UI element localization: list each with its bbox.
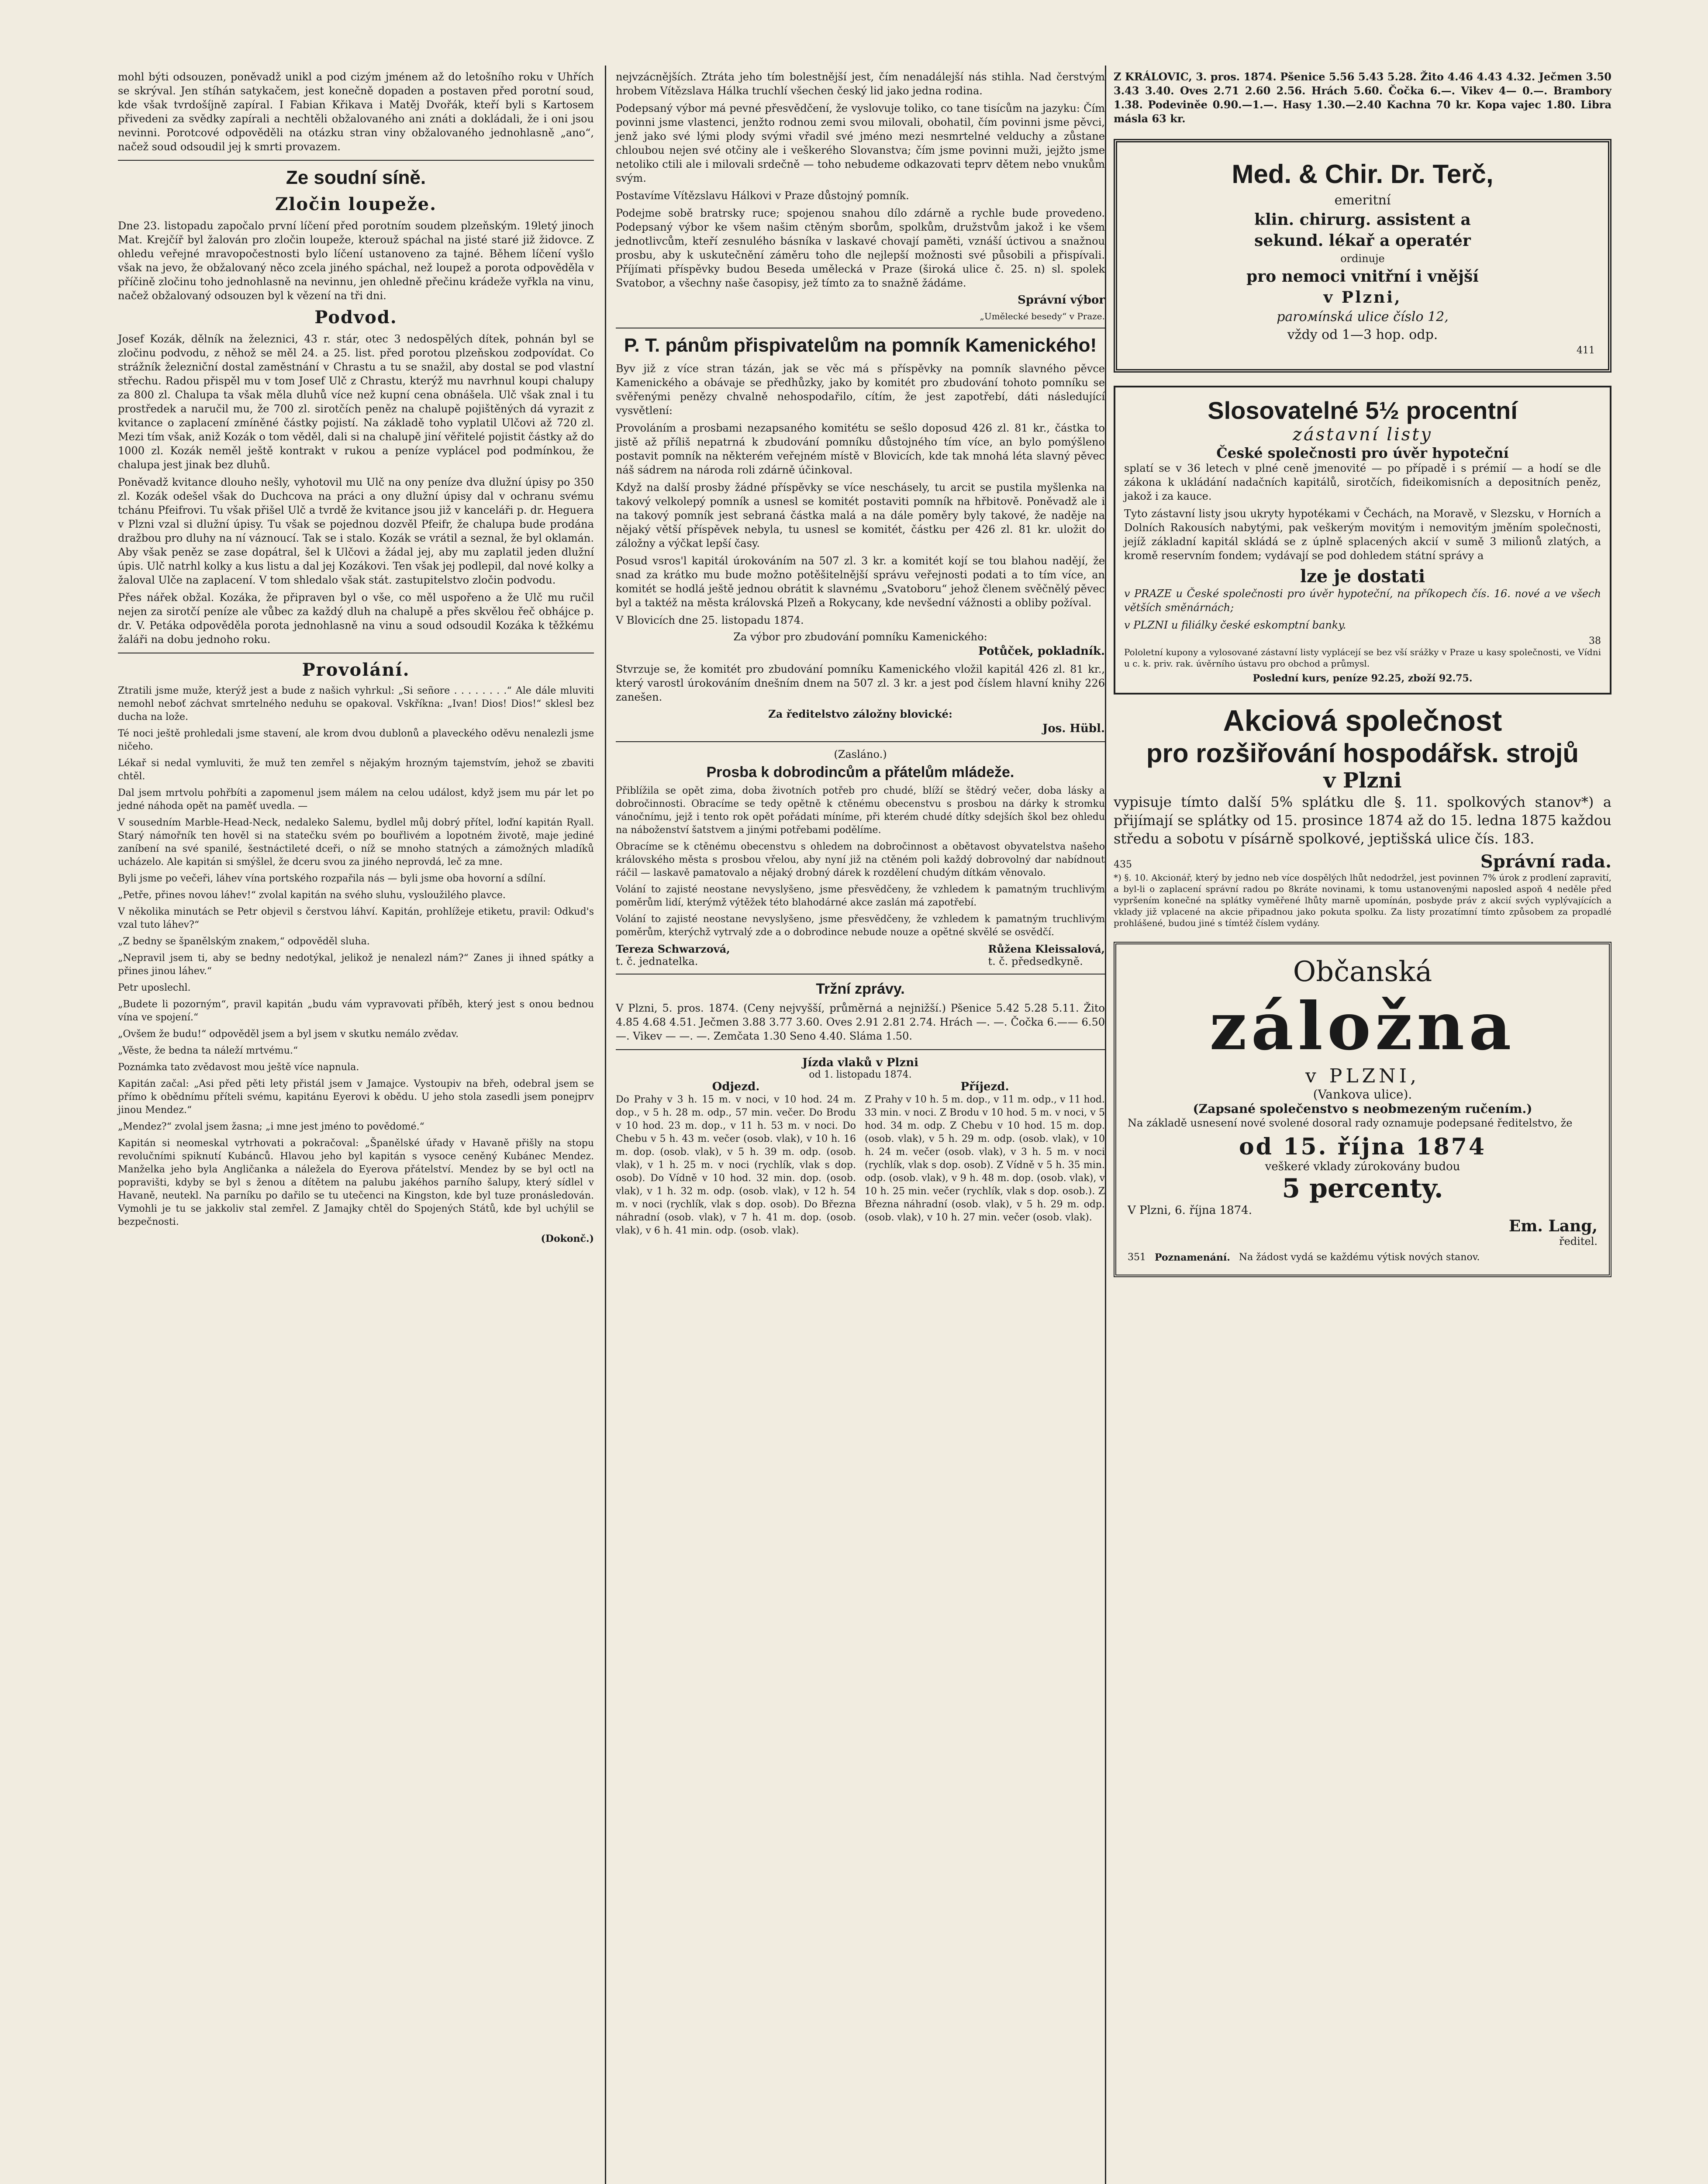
bonds-subheading: zástavní listy xyxy=(1292,425,1433,445)
savings-place: V Plzni, 6. října 1874. xyxy=(1128,1204,1252,1217)
signature-role: t. č. předsedkyně. xyxy=(988,955,1083,968)
bonds-rate: Poslední kurs, peníze 92.25, zboží 92.75. xyxy=(1253,673,1473,684)
savings-location: v PLZNI, xyxy=(1305,1065,1420,1087)
monument-paragraph: Provoláním a prosbami nezapsaného komitétu se sešlo doposud 426 zl. 81 kr., částka to jistě až příliš nepatrná k zbudování pomníku důstojného tím více, an bylo pomýšleno postavit pomník na některém veřejném místě v Blovicích, kde tak mnohá léta slavný pěvec náš sádrem na národa roli zdárně účinkoval. xyxy=(616,422,1105,476)
machines-advert xyxy=(1114,703,1611,929)
savings-note-label: Poznamenání. xyxy=(1155,1252,1230,1263)
story-paragraph: Petr uposlechl. xyxy=(118,982,191,993)
savings-rate: 5 percenty. xyxy=(1282,1173,1443,1204)
doctor-name: Med. & Chir. Dr. Terč, xyxy=(1232,159,1494,189)
divider xyxy=(616,1049,1105,1050)
bonds-location: v PRAZE u České společnosti pro úvěr hypoteční, na příkopech čís. 16. nové a ve všech větších směnárnách; xyxy=(1124,587,1601,614)
intro-paragraph: nejvzácnějších. Ztráta jeho tím bolestnější jest, čím nenadálejší nás stihla. Nad čerstvým hrobem Vítězslava Hálka truchlí všechen český lid jako jedna rodina. xyxy=(616,71,1105,97)
machines-location: v Plzni xyxy=(1323,768,1402,793)
market-text: V Plzni, 5. pros. 1874. (Ceny nejvyšší, průměrná a nejnižší.) Pšenice 5.42 5.28 5.11. Žito 4.85 4.68 4.51. Ječmen 3.88 3.77 3.60. Oves 2.91 2.81 2.74. Hrách —. —. Čočka 6.—— 6.50 —. Vikev — —. —. Zemčata 1.30 Seno 4.40. Sláma 1.50. xyxy=(616,1002,1105,1042)
column-1 xyxy=(118,70,594,2184)
arrivals-heading: Příjezd. xyxy=(960,1080,1009,1093)
doctor-advert xyxy=(1114,139,1611,373)
charity-text xyxy=(616,784,1105,939)
story-paragraph: „Věste, že bedna ta náleží mrtvému.“ xyxy=(118,1045,298,1056)
divider xyxy=(616,974,1105,975)
ad-number: 435 xyxy=(1114,859,1132,870)
machines-footer xyxy=(1114,851,1611,872)
savings-signature: Em. Lang, xyxy=(1508,1217,1598,1235)
story-paragraph: „Mendez?“ zvolal jsem žasna; „i mne jest jméno to povědomé.“ xyxy=(118,1121,424,1132)
ad-line: v Plzni, xyxy=(1323,288,1402,307)
ad-line: pro nemoci vnitřní i vnější xyxy=(1246,267,1479,286)
monument-heading: P. T. pánům přispivatelům na pomník Kamenického! xyxy=(624,335,1097,356)
story-paragraph: Lékař si nedal vymluviti, že muž ten zemřel s nějakým hrozným tajemstvím, jehož se zbaviti chtěl. xyxy=(118,758,594,782)
story-paragraph: „Ovšem že budu!“ odpověděl jsem a byl jsem v skutku nemálo zvědav. xyxy=(118,1029,459,1040)
bonds-advert xyxy=(1114,386,1611,695)
ad-number: 411 xyxy=(1577,345,1595,356)
savings-date: od 15. října 1874 xyxy=(1239,1133,1486,1160)
fraud-heading: Podvod. xyxy=(314,307,397,328)
ad-line: klin. chirurg. assistent a xyxy=(1254,211,1471,229)
bonds-organization: České společnosti pro úvěr hypoteční xyxy=(1216,445,1509,461)
machines-title: pro rozšiřování hospodářsk. strojů xyxy=(1146,739,1579,768)
story-paragraph: Ztratili jsme muže, kterýž jest a bude z našich vyhrkul: „Si señore . . . . . . . .“ Ale dále mluviti nemohl neboť záchvat smrtelného neduhu se opakoval. Vskříkna: „Ivan! Dios! Dios!“ sklesl bez ducha na lože. xyxy=(118,685,594,722)
continued-note: (Dokonč.) xyxy=(541,1233,594,1244)
machines-title: Akciová společnost xyxy=(1223,704,1502,737)
story-paragraph: Dal jsem mrtvolu pohřbíti a zapomenul jsem málem na celou událost, když jsem mu pár let po jedné náhoda opět na paměť uvedla. — xyxy=(118,788,594,812)
story-paragraph: Byli jsme po večeři, láhev vína portského rozpařila nás — byli jsme oba hovorní a sdílní. xyxy=(118,873,546,884)
savings-legal: (Zapsané společenstvo s neobmezeným ručením.) xyxy=(1193,1102,1532,1116)
departures-text: Do Prahy v 3 h. 15 m. v noci, v 10 hod. 24 m. dop., v 5 h. 28 m. odp., 57 min. večer. Do Brodu v 10 hod. 23 m. dop., v 11 h. 53 m. v noci. Do Chebu v 5 h. 43 m. večer (osob. vlak), v 10 h. 16 m. dop. (osob. vlak), v 5 h. 39 m. odp. (osob. vlak), v 1 h. 25 m. v noci (rychlík, vlak s dop. osob). Do Vídně v 10 hod. 32 min. dop. (osob. vlak), v 1 h. 32 m. odp. (osob. vlak), v 12 h. 54 m. v noci (rychlík, vlak s dop. osob). Do Března náhradní (osob. vlak), v 7 h. 41 m. dop. (osob. vlak), v 6 h. 41 min. odp. (osob. vlak). xyxy=(616,1094,856,1236)
ad-line: emeritní xyxy=(1334,193,1391,208)
train-heading: Jízda vlaků v Plzni xyxy=(802,1056,918,1069)
savings-title: Občanská xyxy=(1293,956,1432,988)
market-heading: Tržní zprávy. xyxy=(816,981,905,997)
charity-heading: Prosba k dobrodincům a přátelům mládeže. xyxy=(706,764,1014,781)
savings-footer xyxy=(1128,1252,1598,1263)
divider xyxy=(616,741,1105,742)
bank-paragraph: Stvrzuje se, že komitét pro zbudování pomníku Kamenického vložil kapitál 426 zl. 81 kr., který varostl úrokováním dnešním dnem na 507 zl. 3 kr. a jest pod číslem hlavní knihy 226 zanešen. xyxy=(616,663,1105,703)
savings-title: záložna xyxy=(1209,988,1516,1065)
committee-paragraph: Podejme sobě bratrsky ruce; spojenou snahou dílo zdárně a rychle bude provedeno. Podepsaný výbor ke všem našim ctěným sborům, spolkům, družstvům jakož i ke všem jednotlivcům, kteří zesnulého básníka v laskavé chovají paměti, vznáší úctivou a snažnou prosbu, aby k uskutečnění záměru toho dle nejlepší možnosti své působili a přispívali. Příjímati příspěvky budou Beseda umělecká v Praze (široká ulice č. 25. n) sl. spolek Svatobor, a všechny naše časopisy, jež tímto za to snažně žádáme. xyxy=(616,207,1105,289)
committee-paragraph: Podepsaný výbor má pevné přesvědčení, že vyslovuje toliko, co tane tisícům na jazyku: Čím povinni jsme vlastenci, jenžto rodnou zemi svou milovali, obohatil, čím povinni jsme pěvci, jenž jako své lými plody svými vřadil své jméno mezi nesmrtelné velduchy a zůstane chloubou nejen své otčiny ale i veškerého Slovanstva; čím jsme povinni muži, jejžto jsme netoliko ctili ale i milovali srdečně — toho nebudeme odkazovati teprv dětem nebo vnukům svým. xyxy=(616,102,1105,184)
bank-signature: Jos. Hübl. xyxy=(1042,722,1105,735)
ad-number: 351 xyxy=(1128,1252,1146,1263)
committee-signature-sub: „Umělecké besedy“ v Praze. xyxy=(980,311,1105,321)
story-paragraph: „Petře, přines novou láhev!“ zvolal kapitán na svého sluhu, vysloužilého plavce. xyxy=(118,890,506,901)
monument-signature: Potůček, pokladník. xyxy=(978,645,1105,658)
ad-line: parомínská ulice číslo 12, xyxy=(1277,309,1449,325)
story-paragraph: „Budete li pozorným“, pravil kapitán „budu vám vypravovati příběh, který jest s onou bednou vína ve spojení.“ xyxy=(118,999,594,1023)
sent-in-label: (Zasláno.) xyxy=(834,748,887,760)
savings-note: Na žádost vydá se každému výtisk nových stanov. xyxy=(1239,1252,1480,1263)
column-rule xyxy=(605,66,606,2184)
ad-line: vždy od 1—3 hop. odp. xyxy=(1287,327,1438,342)
story-paragraph: Té noci ještě prohledali jsme stavení, ale krom dvou dublonů a plaveckého oděvu nenalezli jsme ničeho. xyxy=(118,728,594,752)
charity-paragraph: Obracíme se k ctěnému obecenstvu s ohledem na dobročinnost a obětavost obyvatelstva našeho královského města s prosbou vřelou, aby nyní již na ctěném poli každý dobrovolný dar nabídnout ráčil — laskavě pamatovalo a nějaký drobný dárek k rozdělení chudým dítkám věnovalo. xyxy=(616,841,1105,878)
monument-paragraph: Posud vsros'l kapitál úrokováním na 507 zl. 3 kr. a komitét kojí se tou blahou nadějí, že snad za krátko mu bude možno potěšitelnější správu veřejnosti podati a to tím více, an komitét se hodlá ještě jednou obrátit k slavnému „Svatoboru“ jehož členem svěčnělý pěvec byl a taktéž na města královská Plzeň a Rokycany, kde nevšední vážnosti a obliby požíval. xyxy=(616,555,1105,609)
robbery-heading: Zločin loupeže. xyxy=(275,194,437,214)
charity-paragraph: Volání to zajisté neostane nevyslyšeno, jsme přesvědčeny, že vzhledem k pamatným truchlivým poměrům lidí, kterýmž výtěžek této blahodárné akce zaslán má zapotřebí. xyxy=(616,884,1105,908)
story-paragraph: Kapitán si neomeskal vytrhovati a pokračoval: „Španělské úřady v Havaně přišly na stopu revolučními spiknutí Kubánců. Hlavou jeho byl kapitán s vysoce ceněný Kubánec Mendez. Manželka jeho byla Angličanka a náležela do Eyerova přátelství. Mendez by se byl octl na popravišti, kdyby se byl s ženou a dítětem na palubu jakéhos parního šalupy, který sídlel v Havaně, neutekl. Na parníku po dařilo se tu utečenci na Kingston, kde byl tuze pronásledován. Vymohli je tu se jakkoliv stal zemřel. Z Jamajky chtěl do Spojených Států, kde byl uchýlil se bezpečnosti. xyxy=(118,1138,594,1227)
intro-paragraph: mohl býti odsouzen, poněvadž unikl a pod cizým jménem až do letošního roku v Uhřích se skrýval. Jen stíhán satykačem, jest konečně dopaden a postaven před porotní soud, kde však tvrdošíjně zapíral. I Fabian Křikava i Matěj Dvořák, kteří byli s Kartosem přivedeni za svědky zapírali a nechtěli obžalovaného ani znáti a dokládali, že i oni jsou nevinni. Porotcové odpověděli na otázku stran viny obžalovaného jednohlasně „ano“, načež soud odsoudil jej k smrti provazem. xyxy=(118,71,594,153)
savings-address: (Vankova ulice). xyxy=(1313,1087,1412,1102)
bonds-text: Tyto zástavní listy jsou ukryty hypotékami v Čechách, na Moravě, v Slezsku, v Horních a Dolních Rakousích nabytými, pak veškerým movitým i nemovitým jměním společnosti, jejíž základní kapitál skládá se z úplně splacených akcií v sumě 3 milionů zlatých, a kromě reservním fondem; vydávají se pod dohledem státní správy a xyxy=(1124,508,1601,562)
story-paragraph: Poznámka tato zvědavost mou ještě více napnula. xyxy=(118,1062,359,1073)
robbery-text: Dne 23. listopadu započalo první líčení před porotním soudem plzeňským. 19letý jinoch Mat. Krejčíř byl žalován pro zločin loupeže, kterouž spáchal na jisté staré již židovce. Z ohledu veřejné mravopočestnosti bylo líčení ustanoveno za tajné. Během líčení vyšlo však na jevo, že obžalovaný něco zcela jiného spáchal, než loupež a porota odpověděla v příčině zločinu toho jednohlasně na nevinnu, jen ohledně přečinu krádeže vyřkla na vinu, načež obžalovaný odsouzen byl k vězení na tři dni. xyxy=(118,220,594,302)
departures xyxy=(616,1080,856,1241)
column-2 xyxy=(616,70,1105,2184)
bonds-availability: lze je dostati xyxy=(1300,566,1425,587)
machines-text: vypisuje tímto další 5% splátku dle §. 11. spolkových stanov*) a přijímají se splátky od 15. prosince 1874 až do 15. ledna 1875 každou středu a sobotu v písárně spolkové, jeptišská ulice čís. 183. xyxy=(1114,794,1611,847)
savings-advert xyxy=(1114,942,1611,1277)
charity-paragraph: Přiblížila se opět zima, doba životních potřeb pro chudé, blíží se štědrý večer, doba lásky a dobročinnosti. Obracíme se tedy opětně k ctěnému obecenstvu s prosbou na dárky k stromku vánočnímu, jejž i tento rok opět pořádati míníme, při kterém chudé dítky sdejších škol bez ohledu na náboženství šatstvem a jinými potřebami podělíme. xyxy=(616,785,1105,836)
court-heading: Ze soudní síně. xyxy=(286,167,426,188)
monument-paragraph: V Blovicích dne 25. listopadu 1874. xyxy=(616,614,804,626)
signature-left xyxy=(616,943,730,968)
monument-signature-line: Za výbor pro zbudování pomníku Kamenického: xyxy=(733,631,987,643)
story-paragraph: Kapitán začal: „Asi před pěti lety přistál jsem v Jamajce. Vystoupiv na břeh, odebral jsem se přímo k obědnímu příteli svému, kapitánu Eyerovi k obědu. U jeho stola zasedli jsem ponejprv jinou Mendez.“ xyxy=(118,1078,594,1116)
charity-paragraph: Volání to zajisté neostane nevyslyšeno, jsme přesvědčeny, že vzhledem k pamatným truchlivým poměrům, kterýchž vytrvalý zde a o dobrodince nebude nouze a opětné skvělé se osvědčí. xyxy=(616,914,1105,938)
departures-heading: Odjezd. xyxy=(712,1080,760,1093)
savings-signature-role: ředitel. xyxy=(1559,1235,1598,1248)
committee-paragraph: Postavíme Vítězslavu Hálkovi v Praze důstojný pomník. xyxy=(616,190,909,202)
signature-role: t. č. jednatelka. xyxy=(616,955,698,968)
charity-signatures xyxy=(616,943,1105,968)
column-rule xyxy=(1105,66,1106,2184)
machines-footnote: *) §. 10. Akcionář, který by jedno neb více dospělých lhůt nedodržel, jest povinnen 7% úrok z prodlení zapravití, a byl-li o zaplacení správní radou po 8kráte novinami, k tomu ustanovenými naposled aspoň 4 neděle před vypršením konečné na splátky vyměřené lhůty marně upomínán, posbyde práv z akcií svých vyplývajících a vklady již vplacené na akcie připadnou jako pokuta spolku. Za listy prozatímní tímto způsobem za propadlé prohlášené, budou jiné s tímtéž číslem vydány. xyxy=(1114,872,1611,928)
signature-name: Růžena Kleissalová, xyxy=(988,943,1105,955)
bonds-location: v PLZNI u filiálky české eskomptní banky. xyxy=(1124,619,1346,631)
bonds-note: Pololetní kupony a vylosované zástavní listy vyplácejí se bez vší srážky v Praze u kasy společnosti, ve Vídni u c. k. priv. rak. úvěrního ústavu pro obchod a průmysl. xyxy=(1124,647,1601,669)
divider xyxy=(118,160,594,161)
story-paragraph: V sousedním Marble-Head-Neck, nedaleko Salemu, bydlel můj dobrý přítel, loďní kapitán Ryall. Starý námořník ten hověl si na statečku svém po bouřlivém a lopotném životě, maje jediné zaníbení na své spanilé, šestnáctileté dceři, o níž se mnoho statných a zámožných mladíků ucházelo. Ale kapitán si smýšlel, že dceru svou za jiného neprovdá, leč za mne. xyxy=(118,817,594,867)
bonds-text: splatí se v 36 letech v plné ceně jmenovité — po případě i s prémií — a hodí se dle zákona k ukládání nadačních kapitálů, sirotčích, fideikomisních a depositních peněz, jakož i za kauce. xyxy=(1124,462,1601,502)
signature-right xyxy=(988,943,1105,968)
signature-name: Tereza Schwarzová, xyxy=(616,943,730,955)
story-paragraph: „Nepravil jsem ti, aby se bedny nedotýkal, jelikož je nenalezl nám?“ Zanes ji ihned spátky a přines jinou láhev.“ xyxy=(118,953,594,977)
machines-signature: Správní rada. xyxy=(1480,851,1611,872)
arrivals xyxy=(865,1080,1105,1241)
bonds-heading: Slosovatelné 5½ procentní xyxy=(1208,397,1518,424)
ad-line: ordinuje xyxy=(1340,252,1385,265)
savings-text: veškeré vklady zúrokovány budou xyxy=(1265,1160,1460,1173)
column-3 xyxy=(1114,70,1611,2184)
arrivals-text: Z Prahy v 10 h. 5 m. dop., v 11 m. odp., v 11 hod. 33 min. v noci. Z Brodu v 10 hod. 5 m. v noci, v 5 hod. 34 m. odp. Z Chebu v 10 hod. 15 m. dop. (osob. vlak), v 5 h. 29 m. odp. (osob. vlak), v 10 h. 24 m. večer (osob. vlak), v 3 h. 5 m. v noci (rychlík, vlak s dop. osob). Z Vídně v 5 h. 35 min. odp. (osob. vlak), v 9 h. 48 m. dop. (osob. vlak), v 10 h. 25 min. večer (rychlík, vlak s dop. osob.). Z Března náhradní (osob. vlak), v 5 h. 29 m. odp. (osob. vlak), v 10 h. 27 min. večer (osob. vlak). xyxy=(865,1094,1105,1223)
story-paragraph: „Z bedny se španělským znakem,“ odpověděl sluha. xyxy=(118,936,370,947)
ad-number: 38 xyxy=(1589,636,1601,646)
monument-paragraph: Když na další prosby žádné příspěvky se více neschásely, tu arcit se pustila myšlenka na takový velkolepý pomník a usnesl se komitét postaviti pomník na hřbitově. Poněvadž ale i na takový pomník jest sebraná částka malá a na dále poměry byly takové, že naděje na nějaký větší příspěvek nebyla, tu usnesl se komitét, částku per 426 zl. 81 kr. uložit do záložny a výčkat lepší časy. xyxy=(616,481,1105,549)
committee-signature: Správní výbor xyxy=(1018,294,1105,307)
savings-text: Na základě usnesení nové svolené dosoral rady oznamuje podepsané ředitelstvo, že xyxy=(1128,1117,1573,1129)
fraud-paragraph: Poněvadž kvitance dlouho nešly, vyhotovil mu Ulč na ony peníze dva dlužní úpisy po 350 zl. Kozák odešel však do Duchcova na práci a ony dlužní úpisy dal v ochranu svému tchánu Pfeifrovi. Tu však přišel Ulč a tvrdě že kvitance jsou již v kanceláři p. dr. Heguera v Plzni vzal si dlužní úpisy. Tu však se pojednou dozvěl Pfeifr, že chalupa bude prodána dražbou pro dluhy na ní váznoucí. Tak se i stalo. Kozák se vrátil a seznal, že byl oklamán. Aby však peněz se zase dopátral, šel k Ulčovi a žádal jej, aby mu zaplatil jeden dlužní úpis. Ulč natrhl kolky a kus listu a dal jej Kozákovi. Ten však jej podlepil, dal nové kolky a žaloval Ulče na zaplacení. V tom shledalo však stát. zastupitelstvo zločin podvodu. xyxy=(118,476,594,586)
kralovice-market: Z KRÁLOVIC, 3. pros. 1874. Pšenice 5.56 5.43 5.28. Žito 4.46 4.43 4.32. Ječmen 3.50 3.43 3.40. Oves 2.71 2.60 2.56. Hrách 5.60. Čočka 6.—. Vikev 4— 0.—. Brambory 1.38. Podeviněe 0.90.—1.—. Hasy 1.30.—2.40 Kachna 70 kr. Kopa vajec 1.80. Libra másla 63 kr. xyxy=(1114,70,1611,125)
appeal-story xyxy=(118,684,594,1245)
train-timetable xyxy=(616,1080,1105,1241)
appeal-heading: Provolání. xyxy=(302,660,410,680)
train-subheading: od 1. listopadu 1874. xyxy=(809,1069,912,1080)
ad-line: sekund. lékař a operatér xyxy=(1254,232,1471,250)
bank-signature-line: Za ředitelstvo záložny blovické: xyxy=(768,708,952,720)
fraud-paragraph: Josef Kozák, dělník na železnici, 43 r. stár, otec 3 nedospělých dítek, pohnán byl se zločinu podvodu, z něhož se měl 24. a 25. list. před porotou plzeňskou zodpovídat. Co strážník železniční dostal zaměstnání v Chrastu a tu se snažil, aby dostal se pod vlastní střechu. Radou přispěl mu v tom Josef Ulč z Chrastu, kterýž mu navrhnul koupi chalupy za 800 zl. Chalupa ta však měla dluhů více než kupní cena obnášela. Ulč však znal i tu prostředek a naručil mu, že 700 zl. sirotčích peněz na chalupě pojištěných dá vyrazit z kvitance o zaplacení zmíněné částky pojistí. Na základě toho vyplatil Ulčovi až 720 zl. Mezi tím však, aniž Kozák o tom věděl, dali si na chalupě jiní věřitelé pojistit částky až do 1000 zl. Kozák neměl ještě kontrakt v rukou a peníze vyplácel pod podmínkou, že chalupa jest jinak bez dluhů. xyxy=(118,333,594,471)
story-paragraph: V několika minutách se Petr objevil s čerstvou láhví. Kapitán, prohlížeje etiketu, pravil: Odkud's vzal tuto láhev?“ xyxy=(118,906,594,930)
fraud-paragraph: Přes nářek obžal. Kozáka, že připraven byl o vše, co měl uspořeno a že Ulč mu ručil nejen za sirotčí peníze ale vůbec za každý dluh na chalupě a přes skvělou řeč obhájce p. dr. V. Petáka odpověděla porota jednohlasně na vinu a soud odsoudil Kozáka k těžkému žaláři na dobu jednoho roku. xyxy=(118,591,594,646)
monument-paragraph: Byv již z více stran tázán, jak se věc má s příspěvky na pomník slavného pěvce Kamenického a obávaje se předhůzky, jako by komitét pro zbudování tohoto pomníku se svěřenými penězy chvalně nehospodařilo, cítím, že jest zapotřebí, dáti následující vysvětlení: xyxy=(616,363,1105,417)
